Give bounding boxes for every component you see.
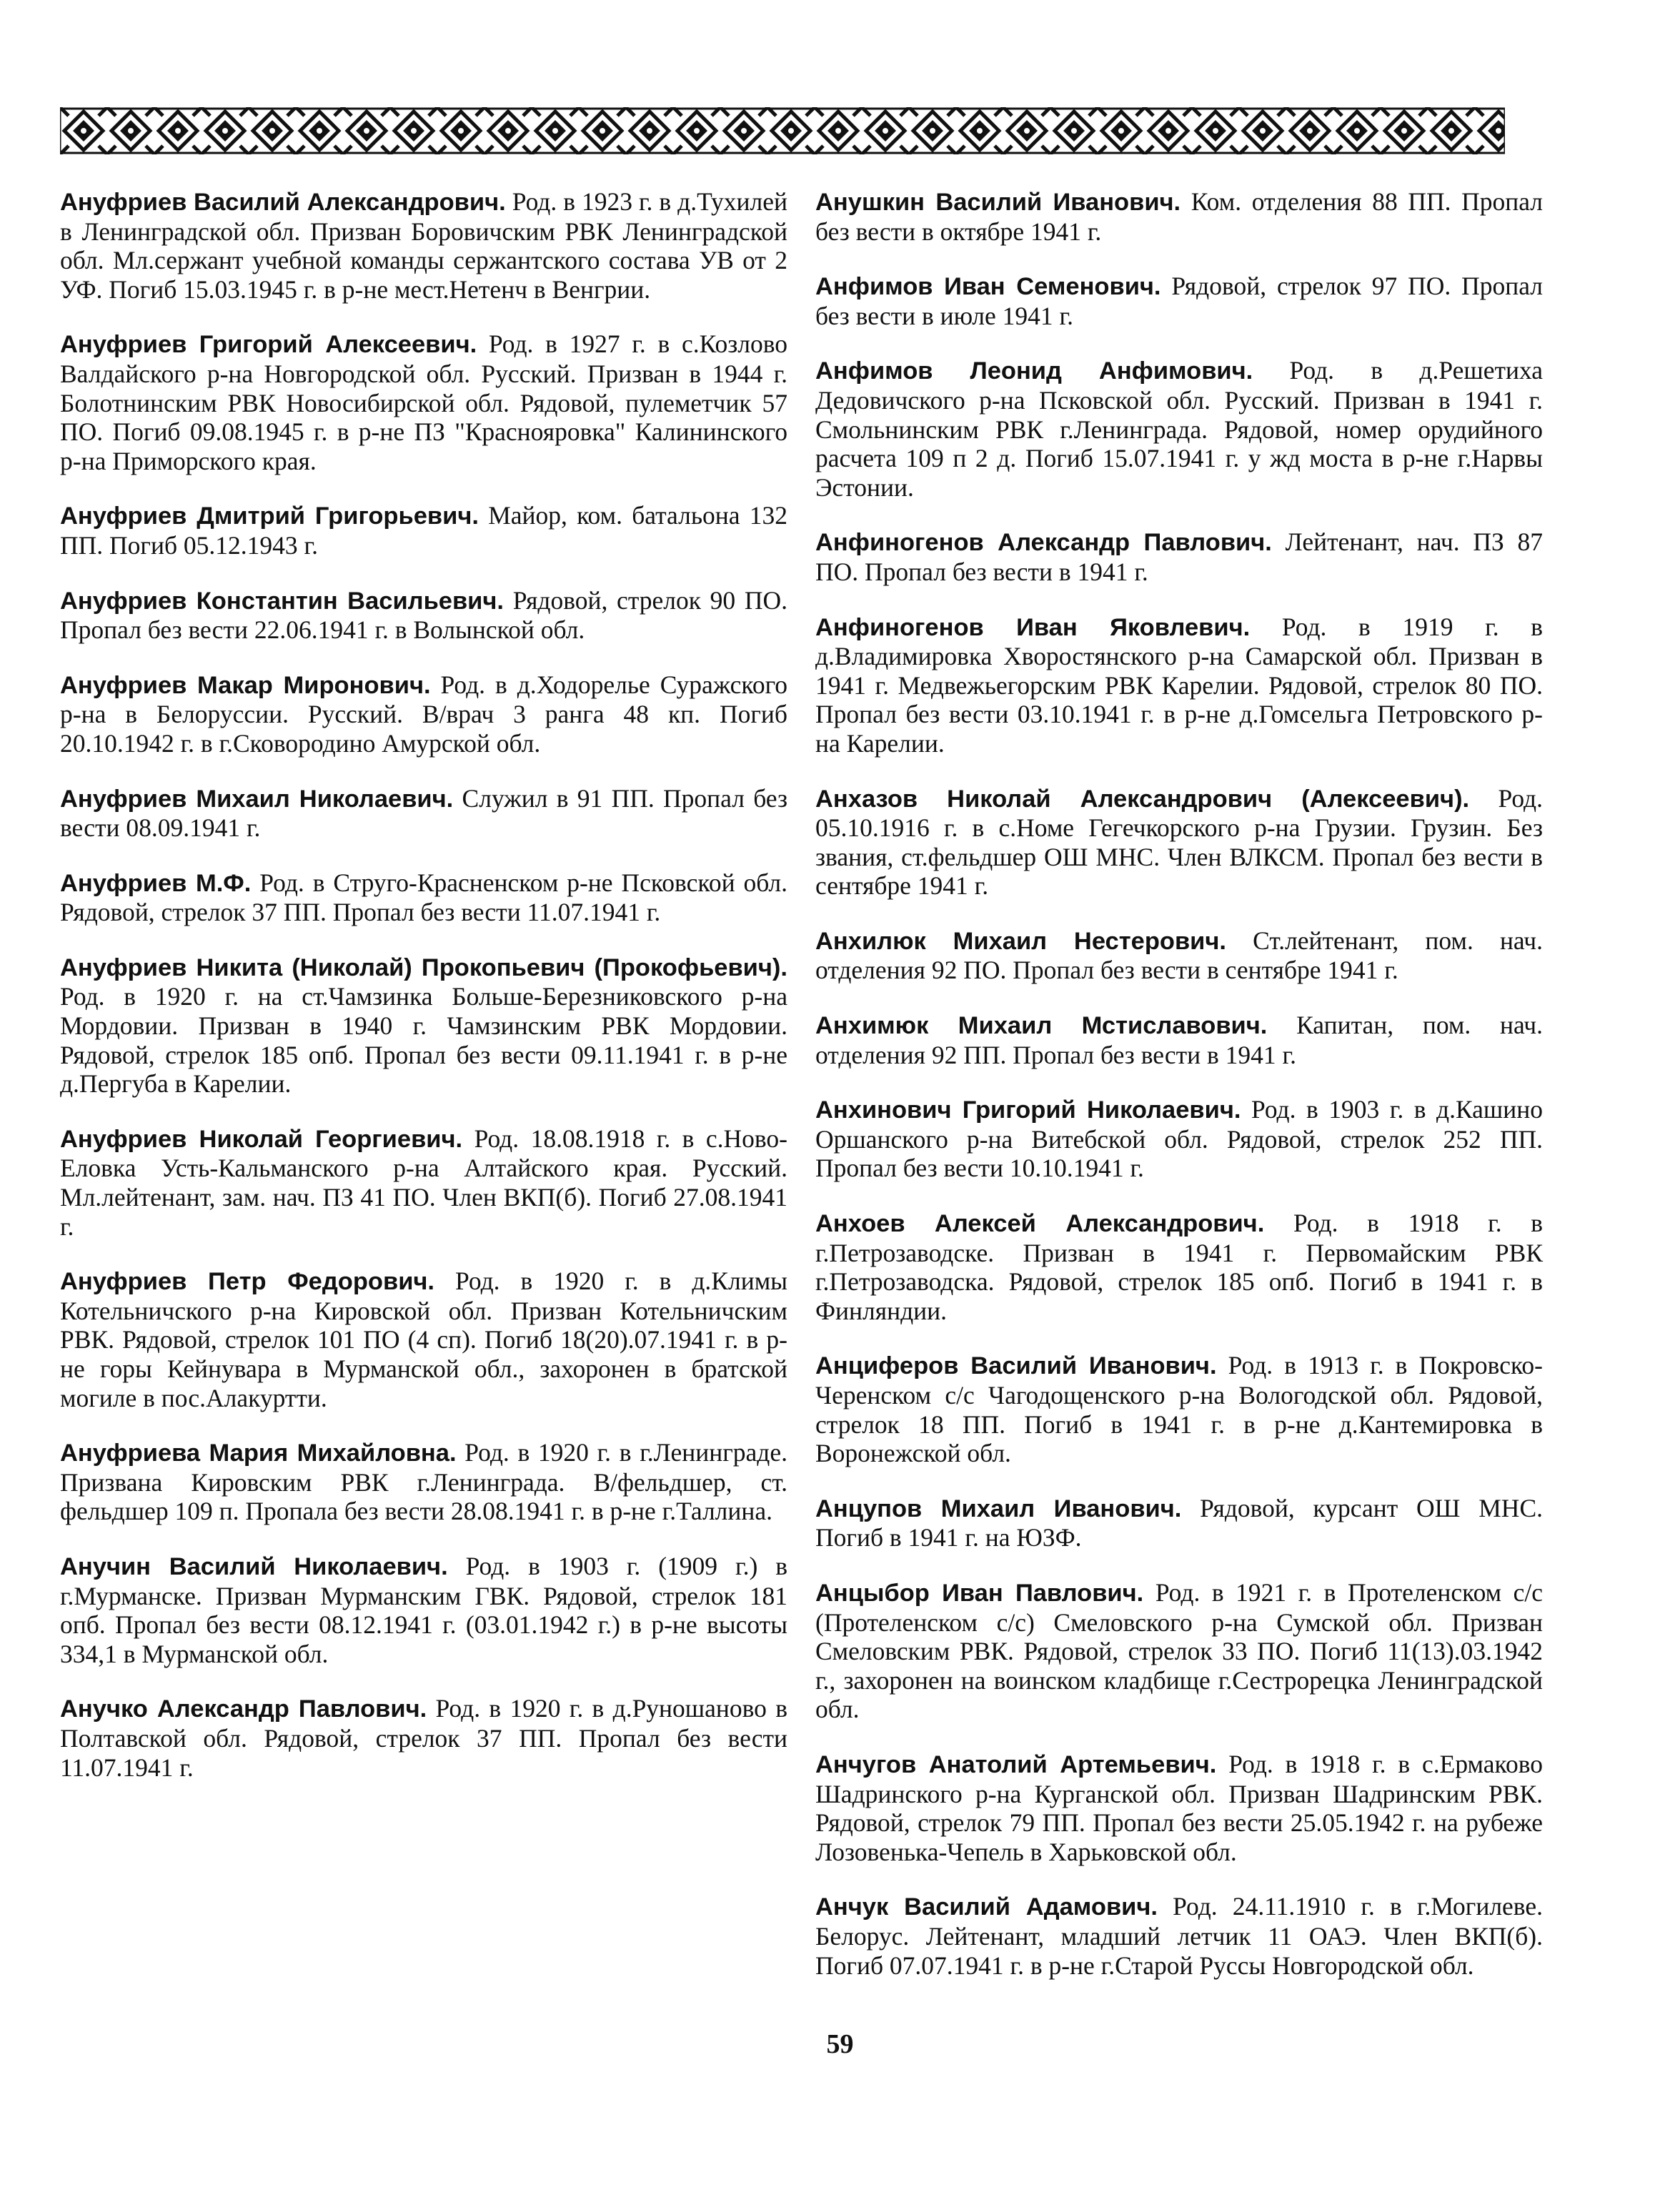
entry-text: Служил в 91 ПП. Пропал без вести 08.09.1941 г.: [60, 783, 787, 843]
entry-text: Капитан, пом. нач. отделения 92 ПП. Пропал без вести в 1941 г.: [815, 1011, 1544, 1069]
entry-name: Анфимов Иван Семенович.: [815, 273, 1161, 301]
entry-text: Род. в 1918 г. в с.Ермаково Шадринского р-на Курганской обл. Призван Шадринским РВК. Рядовой, стрелок 79 ПП. Пропал без вести 25.05.1942 г. на рубеже Лозовенька-Чепель в Харьковской обл.: [815, 1749, 1544, 1866]
entry-text: Род. в 1903 г. (1909 г.) в г.Мурманске. Призван Мурманским ГВК. Рядовой, стрелок 181 опб. Пропал без вести 08.12.1941 г. (03.01.1942 г.) в р-не высоты 334,1 в Мурманской обл.: [60, 1551, 788, 1668]
entry-name: Ануфриев Василий Александрович.: [60, 189, 506, 216]
entry-text: Род. в 1921 г. в Протеленском с/с (Протеленском с/с) Смеловского р-на Сумской обл. Призван Смеловским РВК. Рядовой, стрелок 33 ПО. Погиб 11(13).03.1942 г., захоронен на воинском кладбище г.Сестрорецка Ленинградской обл.: [815, 1577, 1544, 1724]
entry: [815, 1209, 1543, 1325]
entry-name: Анхилюк Михаил Нестерович.: [815, 927, 1227, 955]
page-number: 59: [826, 2029, 854, 2059]
entry: [815, 187, 1543, 246]
entry-text: Лейтенант, нач. ПЗ 87 ПО. Пропал без вести в 1941 г.: [815, 527, 1543, 586]
entry-name: Анучко Александр Павлович.: [60, 1695, 427, 1723]
entry-name: Анушкин Василий Иванович.: [815, 189, 1181, 216]
entry-name: Анчугов Анатолий Артемьевич.: [815, 1750, 1217, 1778]
entry-text: Род. в 1920 г. в д.Климы Котельничского р-на Кировской обл. Призван Котельничским РВК. Рядовой, стрелок 101 ПО (4 сп). Погиб 18(20).07.1941 г. в р-не горы Кейнувара в Мурманской обл., захоронен в братской могиле в пос.Алакуртти.: [60, 1267, 788, 1412]
entry: [60, 187, 787, 304]
entry-name: Ануфриев Макар Миронович.: [60, 671, 431, 699]
entry: [815, 272, 1543, 330]
entry: [815, 1011, 1543, 1069]
entry-text: Ст.лейтенант, пом. нач. отделения 92 ПО. Пропал без вести в сентябре 1941 г.: [815, 926, 1544, 985]
entry-text: Род. в 1920 г. в г.Ленинграде. Призвана Кировским РВК г.Ленинграда. В/фельдшер, ст. фельдшер 109 п. Пропала без вести 28.08.1941 г. в р-не г.Таллина.: [60, 1438, 787, 1526]
entry-name: Анцыбор Иван Павлович.: [815, 1579, 1144, 1607]
entry-text: Род. в 1920 г. в д.Руношаново в Полтавской обл. Рядовой, стрелок 37 ПП. Пропал без вести 11.07.1941 г.: [60, 1694, 788, 1782]
entry-text: Род. в 1903 г. в д.Кашино Оршанского р-на Витебской обл. Рядовой, стрелок 252 ПП. Пропал без вести 10.10.1941 г.: [815, 1095, 1543, 1183]
entry-name: Ануфриев Петр Федорович.: [60, 1268, 435, 1296]
entry-name: Ануфриев Николай Георгиевич.: [60, 1125, 463, 1153]
entry-text: Род. в д.Решетиха Дедовичского р-на Псковской обл. Русский. Призван в 1941 г. Смольнинским РВК г.Ленинграда. Рядовой, номер орудийного расчета 109 п 2 д. Погиб 15.07.1941 г. у жд моста в р-не г.Нарвы Эстонии.: [815, 356, 1544, 502]
entry-name: Анцупов Михаил Иванович.: [815, 1495, 1182, 1522]
entry-name: Ануфриев Михаил Николаевич.: [60, 785, 454, 813]
ornamental-border: [60, 107, 1505, 154]
right-column: [815, 187, 1543, 2006]
entry-text: Род. в 1913 г. в Покровско-Черенском с/с Чагодощенского р-на Вологодской обл. Рядовой, стрелок 18 ПП. Погиб в 1941 г. в р-не д.Кантемировка в Воронежской обл.: [815, 1351, 1543, 1468]
entry-name: Анчук Василий Адамович.: [815, 1893, 1158, 1921]
entry-text: Род. в д.Ходорелье Суражского р-на в Белоруссии. Русский. В/врач 3 ранга 48 кп. Погиб 20.10.1942 г. в г.Сковородино Амурской обл.: [60, 670, 788, 758]
entry: [815, 926, 1543, 985]
entry-text: Рядовой, курсант ОШ МНС. Погиб в 1941 г. на ЮЗФ.: [815, 1493, 1543, 1552]
entry-name: Анхинович Григорий Николаевич.: [815, 1096, 1241, 1124]
entry: [60, 1694, 787, 1782]
entry: [60, 501, 787, 560]
entry-text: Род. в 1923 г. в д.Тухилей в Ленинградской обл. Призван Боровичским РВК Ленинградской обл. Мл.сержант учебной команды сержантского состава УВ от 2 УФ. Погиб 15.03.1945 г. в р-не мест.Нетенч в Венгрии.: [60, 187, 787, 304]
entry: [815, 1095, 1543, 1183]
entry-text: Рядовой, стрелок 90 ПО. Пропал без вести 22.06.1941 г. в Волынской обл.: [60, 585, 788, 645]
entry: [815, 784, 1543, 901]
entry-text: Род. в 1920 г. на ст.Чамзинка Больше-Березниковского р-на Мордовии. Призван в 1940 г. Чамзинским РВК Мордовии. Рядовой, стрелок 185 опб. Пропал без вести 09.11.1941 г. в р-не д.Пергуба в Карелии.: [60, 982, 787, 1099]
entry: [60, 1552, 787, 1668]
entry: [60, 1267, 787, 1412]
entry-name: Анхазов Николай Александрович (Алексеевич).: [815, 785, 1470, 813]
entry-name: Ануфриева Мария Михайловна.: [60, 1440, 457, 1467]
entry-text: Род. в 1919 г. в д.Владимировка Хворостянского р-на Самарской обл. Призван в 1941 г. Медвежьегорским РВК Карелии. Рядовой, стрелок 80 ПО. Пропал без вести 03.10.1941 г. в р-не д.Гомсельга Петровского р-на Карелии.: [815, 612, 1543, 758]
entry-name: Анциферов Василий Иванович.: [815, 1352, 1217, 1380]
entry-name: Анхимюк Михаил Мстиславович.: [815, 1012, 1268, 1040]
entry: [815, 1750, 1543, 1866]
left-column: [60, 187, 787, 1808]
entry: [815, 1578, 1543, 1724]
entry: [815, 1892, 1543, 1980]
entry: [60, 784, 787, 843]
entry-name: Ануфриев Дмитрий Григорьевич.: [60, 502, 479, 530]
entry: [60, 868, 787, 927]
entry-name: Анфиногенов Иван Яковлевич.: [815, 613, 1251, 641]
entry-text: Род. в 1918 г. в г.Петрозаводске. Призван в 1941 г. Первомайским РВК г.Петрозаводска. Рядовой, стрелок 185 опб. Погиб в 1941 г. в Финляндии.: [815, 1209, 1543, 1325]
entry-name: Ануфриев Григорий Алексеевич.: [60, 331, 477, 359]
entry-text: Ком. отделения 88 ПП. Пропал без вести в октябре 1941 г.: [815, 187, 1544, 246]
entry-name: Анфимов Леонид Анфимович.: [815, 357, 1253, 385]
entry: [60, 953, 787, 1099]
entry-text: Род. 24.11.1910 г. в г.Могилеве. Белорус. Лейтенант, младший летчик 11 ОАЭ. Член ВКП(б). Погиб 07.07.1941 г. в р-не г.Старой Руссы Новгородской обл.: [815, 1892, 1543, 1980]
entry: [60, 670, 787, 758]
entry-text: Майор, ком. батальона 132 ПП. Погиб 05.12.1943 г.: [60, 501, 787, 560]
entry: [815, 1351, 1543, 1467]
entry-name: Ануфриев М.Ф.: [60, 869, 252, 897]
entry-name: Анфиногенов Александр Павлович.: [815, 529, 1272, 557]
entry: [60, 586, 787, 645]
entry-text: Рядовой, стрелок 97 ПО. Пропал без вести в июле 1941 г.: [815, 272, 1544, 330]
entry-text: Род. в 1927 г. в с.Козлово Валдайского р-на Новгородской обл. Русский. Призван в 1944 г. Болотнинским РВК Новосибирской обл. Рядовой, пулеметчик 57 ПО. Погиб 09.08.1945 г. в р-не ПЗ "Краснояровка" Калининского р-на Приморского края.: [60, 330, 788, 475]
entry: [60, 1438, 787, 1526]
entry: [60, 330, 787, 475]
entry: [60, 1124, 787, 1241]
entry: [815, 613, 1543, 758]
entry-name: Ануфриев Никита (Николай) Прокопьевич (Прокофьевич).: [60, 953, 787, 981]
entry-name: Анучин Василий Николаевич.: [60, 1552, 448, 1580]
entry-name: Анхоев Алексей Александрович.: [815, 1210, 1265, 1238]
entry-text: Род. 18.08.1918 г. в с.Ново-Еловка Усть-Кальманского р-на Алтайского края. Русский. Мл.лейтенант, зам. нач. ПЗ 41 ПО. Член ВКП(б). Погиб 27.08.1941 г.: [60, 1124, 788, 1241]
entry: [815, 1494, 1543, 1552]
entry-name: Ануфриев Константин Васильевич.: [60, 587, 505, 615]
entry-text: Род. в Струго-Красненском р-не Псковской обл. Рядовой, стрелок 37 ПП. Пропал без вести 11.07.1941 г.: [60, 868, 788, 927]
entry: [815, 356, 1543, 502]
entry-text: Род. 05.10.1916 г. в с.Номе Гегечкорского р-на Грузии. Грузин. Без звания, ст.фельдшер ОШ МНС. Член ВЛКСМ. Пропал без вести в сентябре 1941 г.: [815, 783, 1543, 901]
entry: [815, 527, 1543, 586]
